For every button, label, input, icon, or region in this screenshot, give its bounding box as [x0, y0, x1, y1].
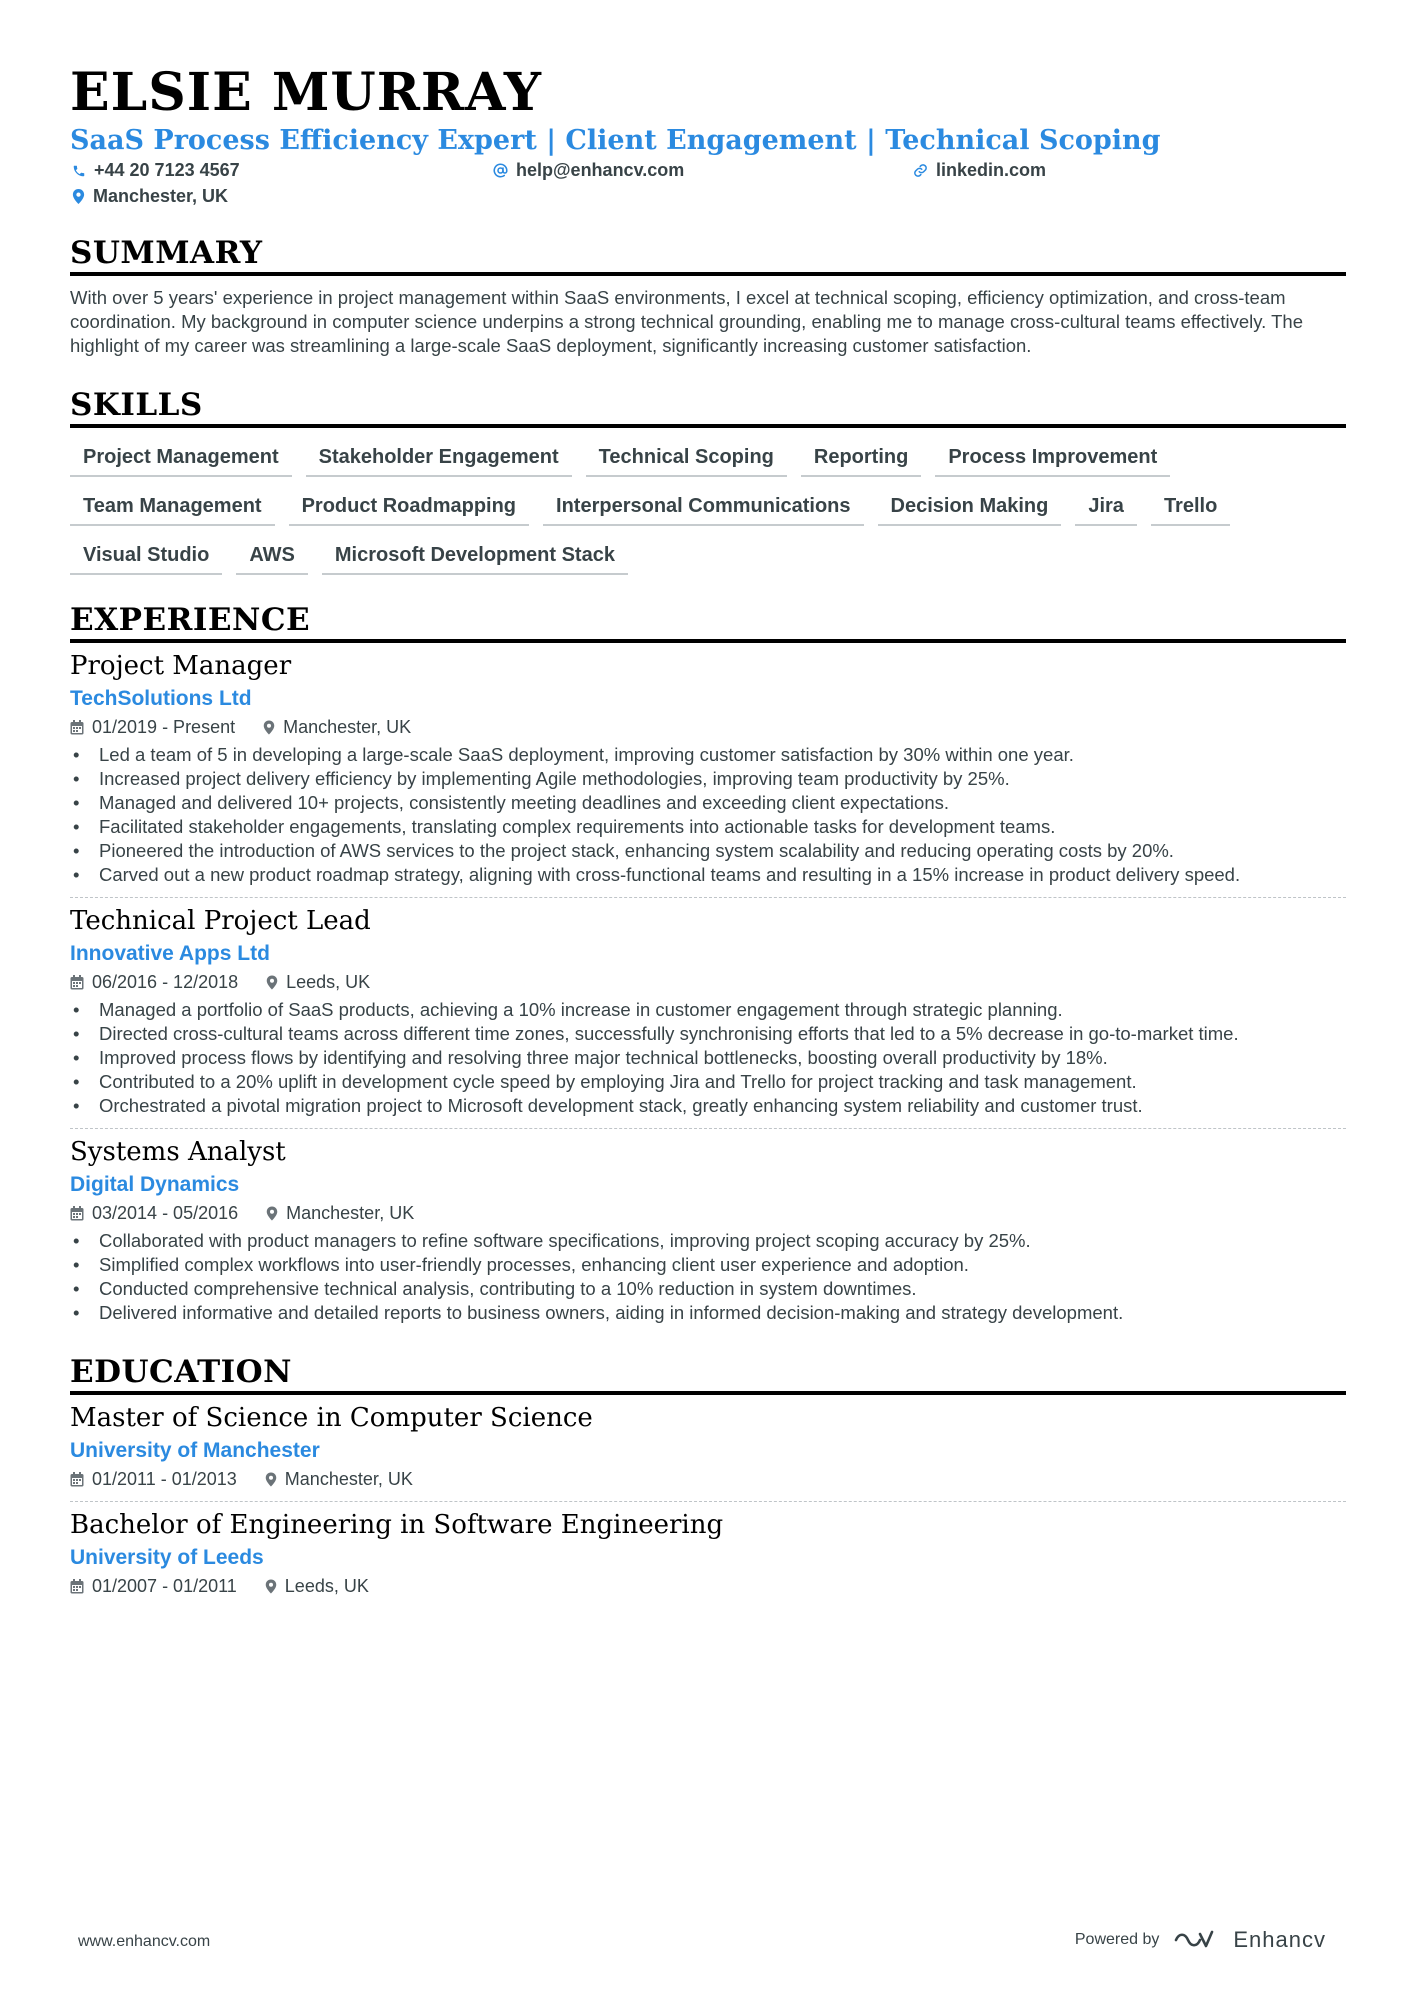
- list-item: • Collaborated with product managers to refine software specifications, improving project scoping accuracy by 25%.: [70, 1229, 1346, 1253]
- job-company: Innovative Apps Ltd: [70, 942, 270, 965]
- footer-site-link[interactable]: www.enhancv.com: [78, 1933, 211, 1950]
- list-item: • Improved process flows by identifying and resolving three major technical bottlenecks, boosting overall productivity by 18%.: [70, 1046, 1346, 1070]
- calendar-icon: [70, 720, 84, 735]
- job-company: Digital Dynamics: [70, 1173, 240, 1196]
- experience-entry: [70, 897, 1346, 1118]
- job-location-text: Manchester, UK: [283, 717, 412, 737]
- job-bullets: [70, 998, 1346, 1118]
- job-location-text: Leeds, UK: [286, 972, 371, 992]
- skill-tag: Trello: [1151, 491, 1230, 526]
- location-text: Manchester, UK: [93, 186, 229, 206]
- education-dates: [70, 1574, 237, 1598]
- skill-tag: Visual Studio: [70, 540, 222, 575]
- education-dates-text: 01/2011 - 01/2013: [92, 1469, 237, 1489]
- job-role: Systems Analyst: [70, 1137, 286, 1167]
- summary-heading: SUMMARY: [70, 234, 1346, 276]
- degree-title: Bachelor of Engineering in Software Engineering: [70, 1510, 724, 1540]
- education-entry: [70, 1501, 1346, 1598]
- calendar-icon: [70, 1579, 84, 1594]
- list-item: • Managed and delivered 10+ projects, consistently meeting deadlines and exceeding client expectations.: [70, 791, 1346, 815]
- list-item: • Delivered informative and detailed reports to business owners, aiding in informed decision-making and strategy development.: [70, 1301, 1346, 1325]
- education-meta: [70, 1467, 1346, 1491]
- link-icon: [913, 163, 928, 178]
- job-dates: [70, 1201, 238, 1225]
- summary-text: With over 5 years' experience in project management within SaaS environments, I excel at technical scoping, efficiency optimization, and cross-team coordination. My background in computer science underpins a strong technical grounding, enabling me to manage cross-cultural teams effectively. The highlight of my career was streamlining a large-scale SaaS deployment, significantly increasing customer satisfaction.: [70, 287, 1303, 356]
- location-pin-icon: [265, 1579, 277, 1594]
- footer: [78, 1927, 1326, 1957]
- calendar-icon: [70, 1472, 84, 1487]
- skill-tag: Technical Scoping: [586, 442, 787, 477]
- brand-name: Enhancv: [1233, 1927, 1326, 1952]
- skill-tag: Product Roadmapping: [289, 491, 529, 526]
- education-section: [70, 1353, 1346, 1598]
- job-dates-text: 06/2016 - 12/2018: [92, 972, 239, 992]
- summary-section: [70, 234, 1346, 358]
- list-item: • Increased project delivery efficiency by implementing Agile methodologies, improving team productivity by 25%.: [70, 767, 1346, 791]
- skills-list: [70, 442, 1346, 575]
- skill-tag: AWS: [236, 540, 308, 575]
- job-location: [263, 715, 411, 739]
- location-pin-icon: [265, 1472, 277, 1487]
- email-text: help@enhancv.com: [516, 160, 685, 180]
- job-dates-text: 03/2014 - 05/2016: [92, 1203, 239, 1223]
- contact-location: [72, 186, 228, 207]
- contact-linkedin[interactable]: [913, 160, 1046, 181]
- list-item: • Facilitated stakeholder engagements, translating complex requirements into actionable tasks for development teams.: [70, 815, 1346, 839]
- list-item: • Orchestrated a pivotal migration project to Microsoft development stack, greatly enhancing system reliability and customer trust.: [70, 1094, 1346, 1118]
- job-dates: [70, 715, 235, 739]
- contact-phone[interactable]: [72, 160, 240, 181]
- phone-text: +44 20 7123 4567: [94, 160, 240, 180]
- job-role: Project Manager: [70, 651, 292, 681]
- list-item: • Carved out a new product roadmap strategy, aligning with cross-functional teams and resulting in a 15% increase in product delivery speed.: [70, 863, 1346, 887]
- education-location-text: Manchester, UK: [284, 1469, 413, 1489]
- skill-tag: Stakeholder Engagement: [306, 442, 572, 477]
- job-location-text: Manchester, UK: [286, 1203, 415, 1223]
- list-item: • Conducted comprehensive technical analysis, contributing to a 10% reduction in system downtimes.: [70, 1277, 1346, 1301]
- enhancv-logo-icon: [1173, 1928, 1219, 1952]
- job-meta: [70, 715, 1346, 739]
- list-item: • Simplified complex workflows into user-friendly processes, enhancing client user experience and adoption.: [70, 1253, 1346, 1277]
- list-item: • Pioneered the introduction of AWS services to the project stack, enhancing system scalability and reducing operating costs by 20%.: [70, 839, 1346, 863]
- resume-page: [70, 62, 1346, 1598]
- school-name: University of Manchester: [70, 1439, 320, 1462]
- experience-section: [70, 601, 1346, 1325]
- calendar-icon: [70, 975, 84, 990]
- powered-by-text: Powered by: [1074, 1931, 1160, 1948]
- education-meta: [70, 1574, 1346, 1598]
- skills-heading: SKILLS: [70, 386, 1346, 428]
- job-bullets: [70, 743, 1346, 887]
- list-item: • Contributed to a 20% uplift in development cycle speed by employing Jira and Trello for project tracking and task management.: [70, 1070, 1346, 1094]
- contact-info: [70, 160, 1346, 218]
- school-name: University of Leeds: [70, 1546, 264, 1569]
- location-pin-icon: [266, 975, 278, 990]
- contact-email[interactable]: [493, 160, 684, 181]
- skill-tag: Project Management: [70, 442, 292, 477]
- list-item: • Led a team of 5 in developing a large-scale SaaS deployment, improving customer satisfaction by 30% within one year.: [70, 743, 1346, 767]
- at-icon: [493, 163, 508, 178]
- education-entry: [70, 1401, 1346, 1491]
- education-location: [265, 1574, 369, 1598]
- job-bullets: [70, 1229, 1346, 1325]
- skill-tag: Interpersonal Communications: [543, 491, 864, 526]
- job-meta: [70, 1201, 1346, 1225]
- location-pin-icon: [266, 1206, 278, 1221]
- job-role: Technical Project Lead: [70, 906, 371, 936]
- skill-tag: Team Management: [70, 491, 275, 526]
- experience-entry: [70, 1128, 1346, 1325]
- experience-heading: EXPERIENCE: [70, 601, 1346, 643]
- location-pin-icon: [72, 189, 85, 204]
- list-item: • Directed cross-cultural teams across different time zones, successfully synchronising efforts that led to a 5% decrease in go-to-market time.: [70, 1022, 1346, 1046]
- experience-entry: [70, 649, 1346, 887]
- degree-title: Master of Science in Computer Science: [70, 1403, 593, 1433]
- candidate-title: SaaS Process Efficiency Expert | Client Engagement | Technical Scoping: [70, 125, 1161, 156]
- candidate-name: ELSIE MURRAY: [70, 62, 543, 123]
- skill-tag: Microsoft Development Stack: [322, 540, 628, 575]
- job-meta: [70, 970, 1346, 994]
- location-pin-icon: [263, 720, 275, 735]
- skills-section: [70, 386, 1346, 575]
- job-company: TechSolutions Ltd: [70, 687, 252, 710]
- skill-tag: Jira: [1075, 491, 1137, 526]
- list-item: • Managed a portfolio of SaaS products, achieving a 10% increase in customer engagement through strategic planning.: [70, 998, 1346, 1022]
- linkedin-text: linkedin.com: [936, 160, 1047, 180]
- job-location: [266, 970, 370, 994]
- education-location: [265, 1467, 413, 1491]
- skill-tag: Decision Making: [878, 491, 1062, 526]
- job-dates-text: 01/2019 - Present: [92, 717, 236, 737]
- skill-tag: Process Improvement: [935, 442, 1170, 477]
- education-dates-text: 01/2007 - 01/2011: [92, 1576, 237, 1596]
- powered-by: [1075, 1927, 1326, 1953]
- education-heading: EDUCATION: [70, 1353, 1346, 1395]
- job-dates: [70, 970, 238, 994]
- education-dates: [70, 1467, 237, 1491]
- calendar-icon: [70, 1206, 84, 1221]
- education-location-text: Leeds, UK: [284, 1576, 369, 1596]
- skill-tag: Reporting: [801, 442, 921, 477]
- job-location: [266, 1201, 414, 1225]
- phone-icon: [72, 164, 86, 178]
